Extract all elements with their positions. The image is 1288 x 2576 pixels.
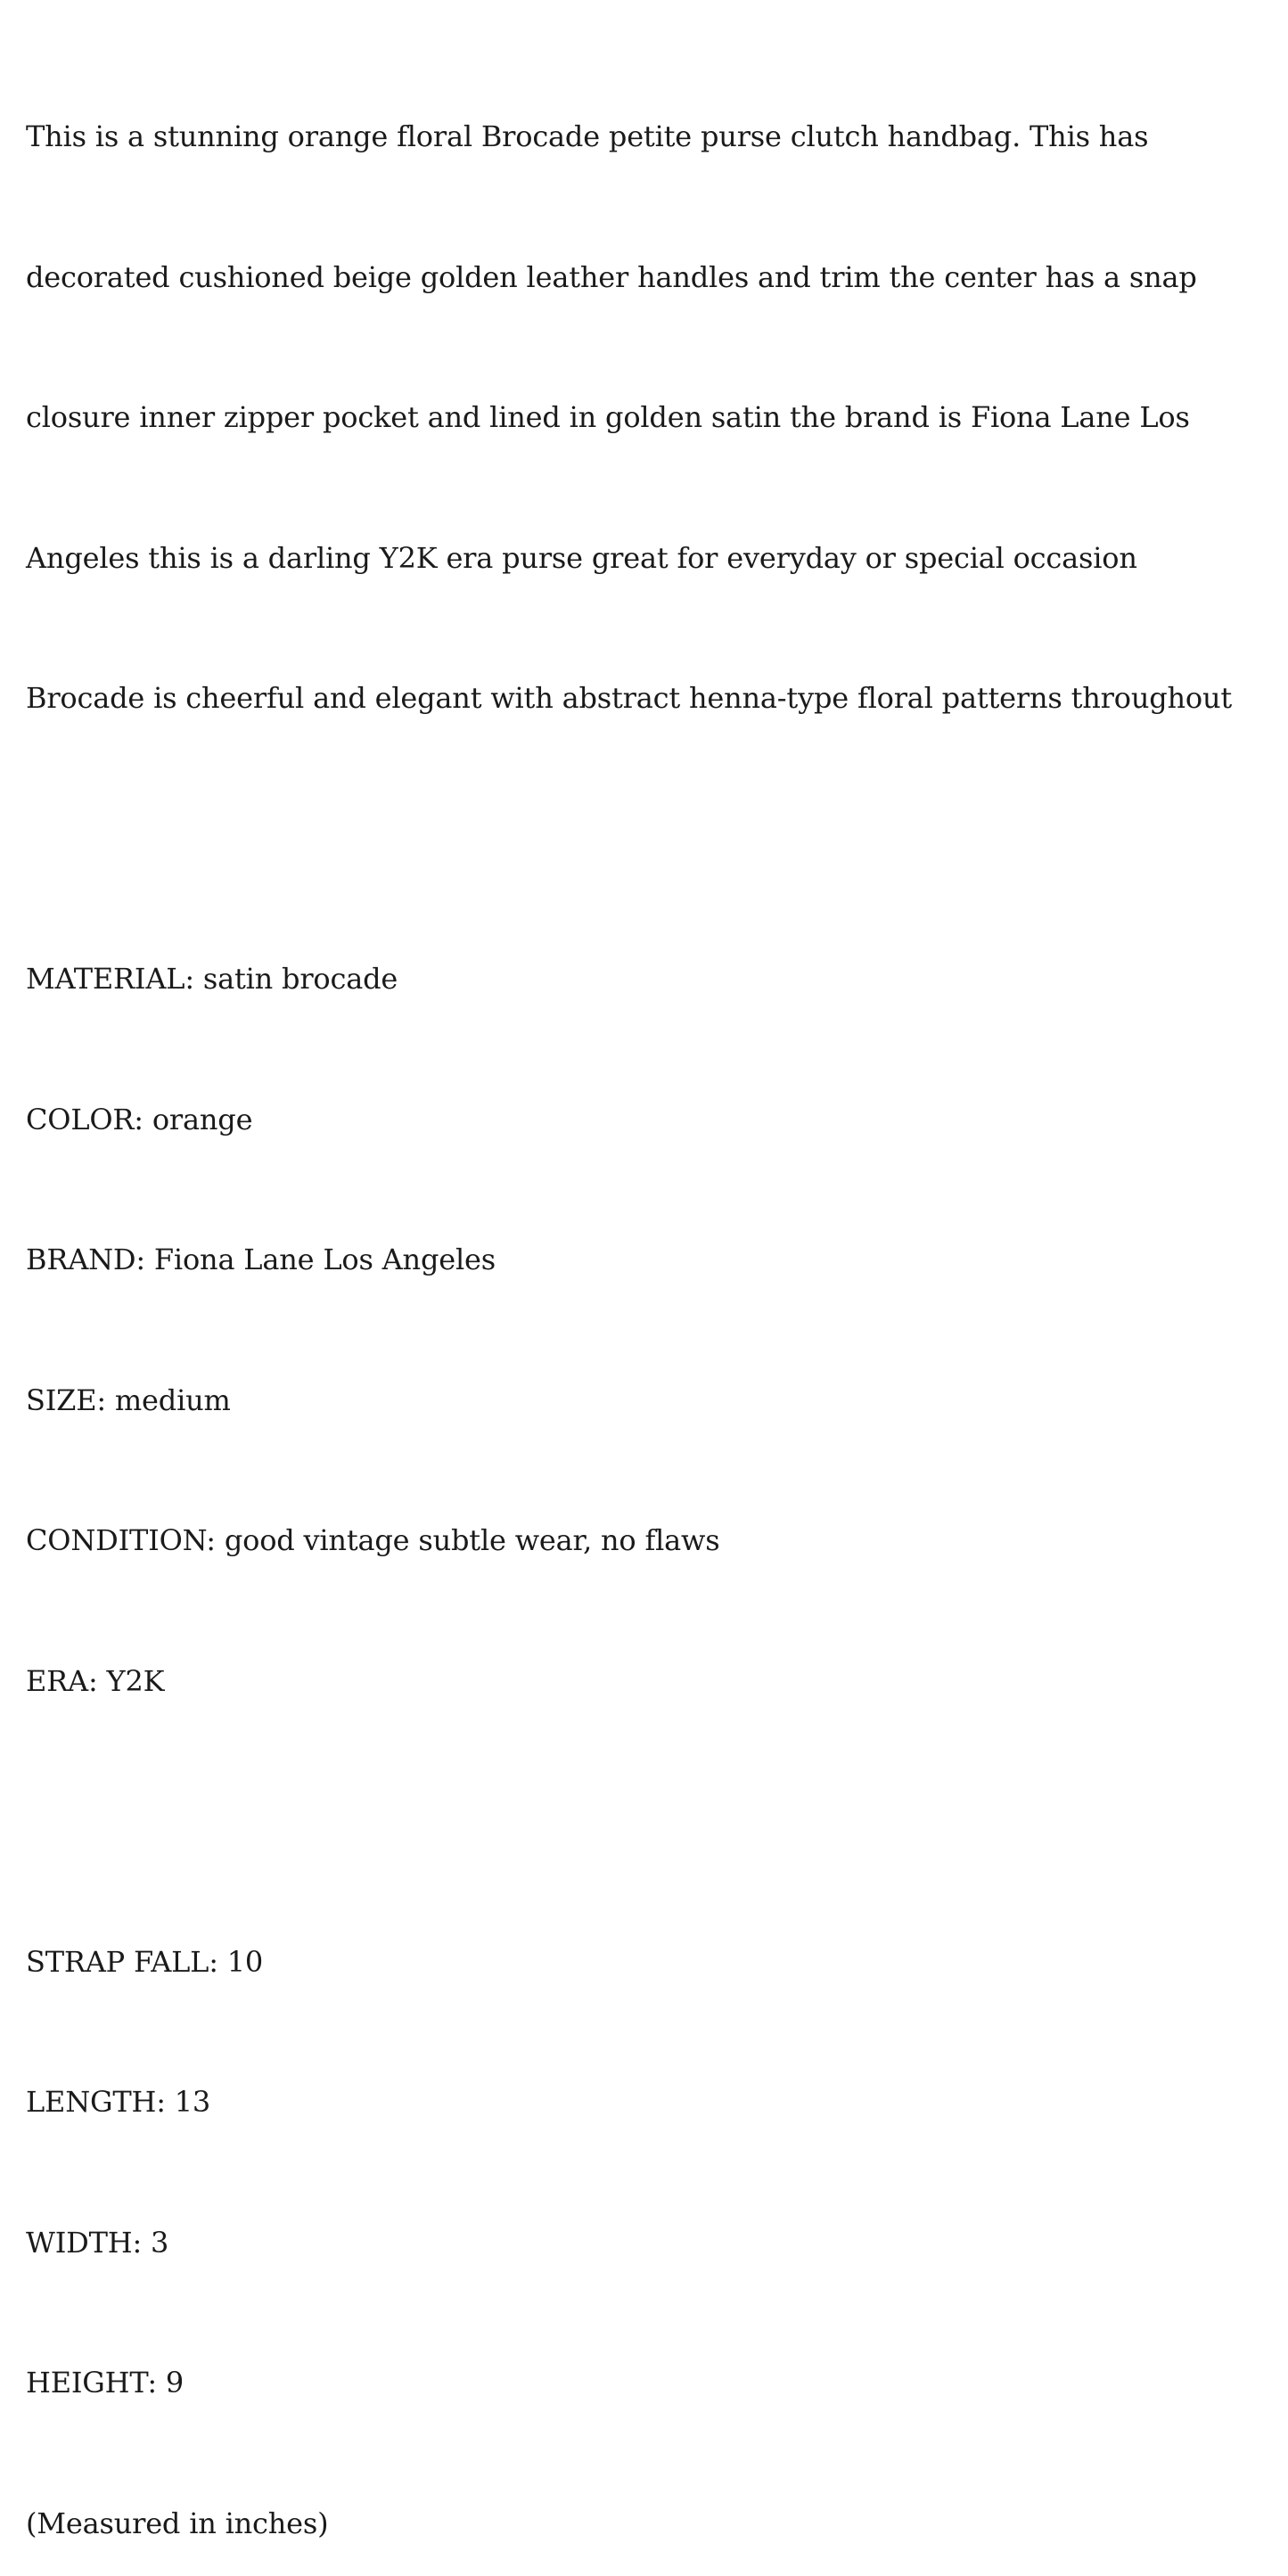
detail-condition: CONDITION: good vintage subtle wear, no flaws: [26, 1517, 1274, 1564]
detail-material: MATERIAL: satin brocade: [26, 956, 1274, 1003]
measurement-strap-fall: STRAP FALL: 10: [26, 1939, 1274, 1986]
paragraph-gap: [26, 1798, 1274, 1845]
description-line: decorated cushioned beige golden leather handles and trim the center has a snap: [26, 254, 1274, 301]
description-line: This is a stunning orange floral Brocade petite purse clutch handbag. This has: [26, 113, 1274, 160]
listing-description: [26, 20, 1274, 2576]
detail-brand: BRAND: Fiona Lane Los Angeles: [26, 1236, 1274, 1284]
measurement-height: HEIGHT: 9: [26, 2359, 1274, 2407]
measurement-width: WIDTH: 3: [26, 2219, 1274, 2267]
measurement-unit-note: (Measured in inches): [26, 2500, 1274, 2547]
detail-color: COLOR: orange: [26, 1096, 1274, 1144]
detail-size: SIZE: medium: [26, 1377, 1274, 1424]
paragraph-gap: [26, 816, 1274, 863]
detail-era: ERA: Y2K: [26, 1658, 1274, 1705]
details-list: [26, 862, 1274, 1798]
description-paragraph: [26, 20, 1274, 816]
measurements-list: [26, 1845, 1274, 2576]
measurement-length: LENGTH: 13: [26, 2079, 1274, 2126]
description-line: Angeles this is a darling Y2K era purse great for everyday or special occasion: [26, 535, 1274, 582]
description-line: closure inner zipper pocket and lined in golden satin the brand is Fiona Lane Los: [26, 394, 1274, 441]
description-line: Brocade is cheerful and elegant with abstract henna-type floral patterns throughout: [26, 675, 1274, 722]
